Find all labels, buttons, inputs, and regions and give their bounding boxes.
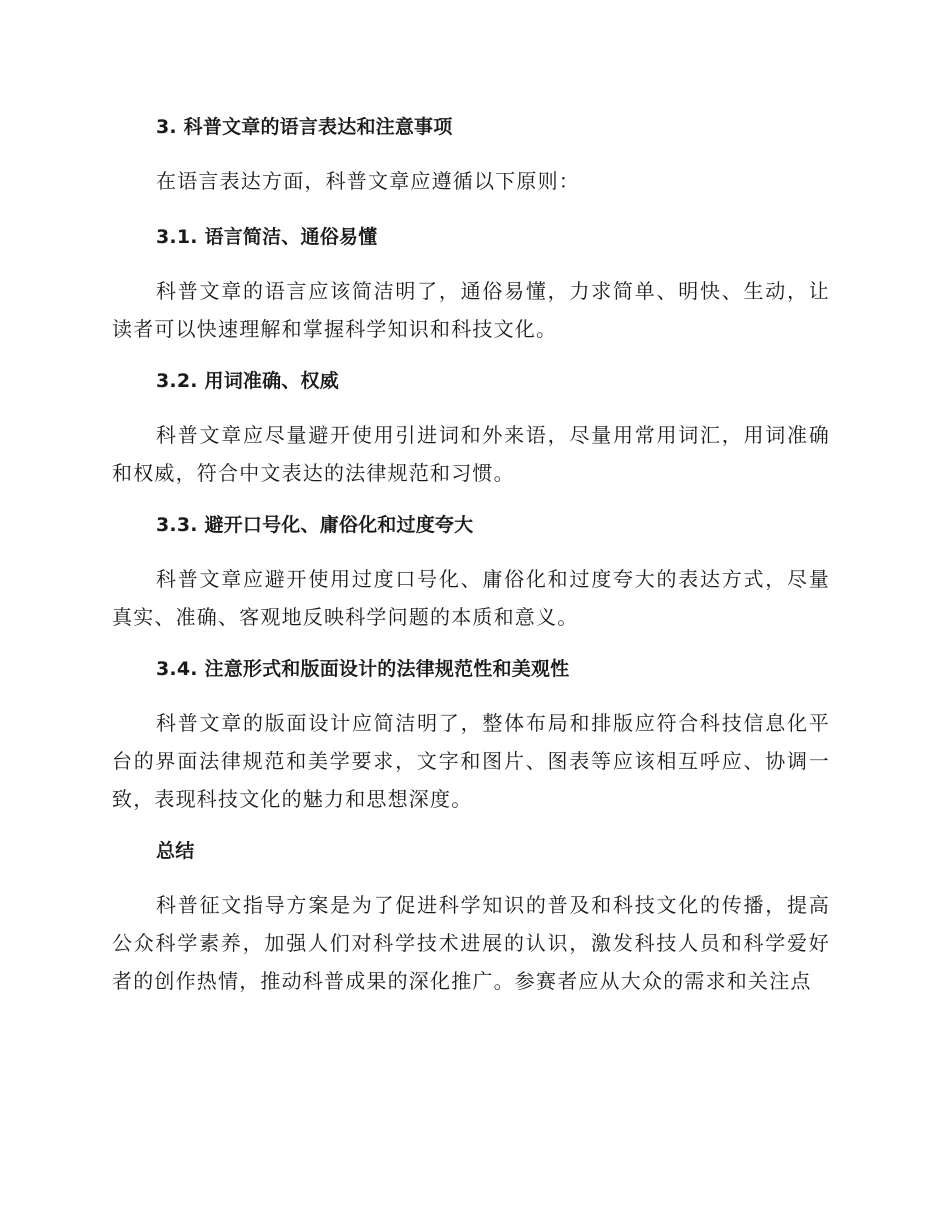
subsection-paragraph-3-1: 科普文章的语言应该简洁明了，通俗易懂，力求简单、明快、生动，让读者可以快速理解和掌握科学知识和科技文化。 (112, 279, 830, 341)
subsection-heading-3-4: 3.4. 注意形式和版面设计的法律规范性和美观性 (156, 658, 570, 680)
subsection-paragraph-3-4: 科普文章的版面设计应简洁明了，整体布局和排版应符合科技信息化平台的界面法律规范和美学要求，文字和图片、图表等应该相互呼应、协调一致，表现科技文化的魅力和思想深度。 (112, 711, 830, 811)
section-intro-paragraph: 在语言表达方面，科普文章应遵循以下原则： (156, 169, 580, 193)
summary-paragraph: 科普征文指导方案是为了促进科学知识的普及和科技文化的传播，提高公众科学素养，加强人们对科学技术进展的认识，激发科技人员和科学爱好者的创作热情，推动科普成果的深化推广。参赛者应从大众的需求和关注点 (112, 893, 830, 993)
summary-heading: 总结 (156, 840, 195, 862)
subsection-heading-3-1: 3.1. 语言简洁、通俗易懂 (156, 226, 378, 248)
subsection-heading-3-3: 3.3. 避开口号化、庸俗化和过度夸大 (156, 514, 474, 536)
subsection-paragraph-3-3: 科普文章应避开使用过度口号化、庸俗化和过度夸大的表达方式，尽量真实、准确、客观地反映科学问题的本质和意义。 (112, 567, 830, 629)
document-body (112, 108, 830, 1014)
subsection-paragraph-3-2: 科普文章应尽量避开使用引进词和外来语，尽量用常用词汇，用词准确和权威，符合中文表达的法律规范和习惯。 (112, 423, 830, 485)
subsection-heading-3-2: 3.2. 用词准确、权威 (156, 370, 339, 392)
section-heading-3: 3. 科普文章的语言表达和注意事项 (156, 116, 453, 138)
